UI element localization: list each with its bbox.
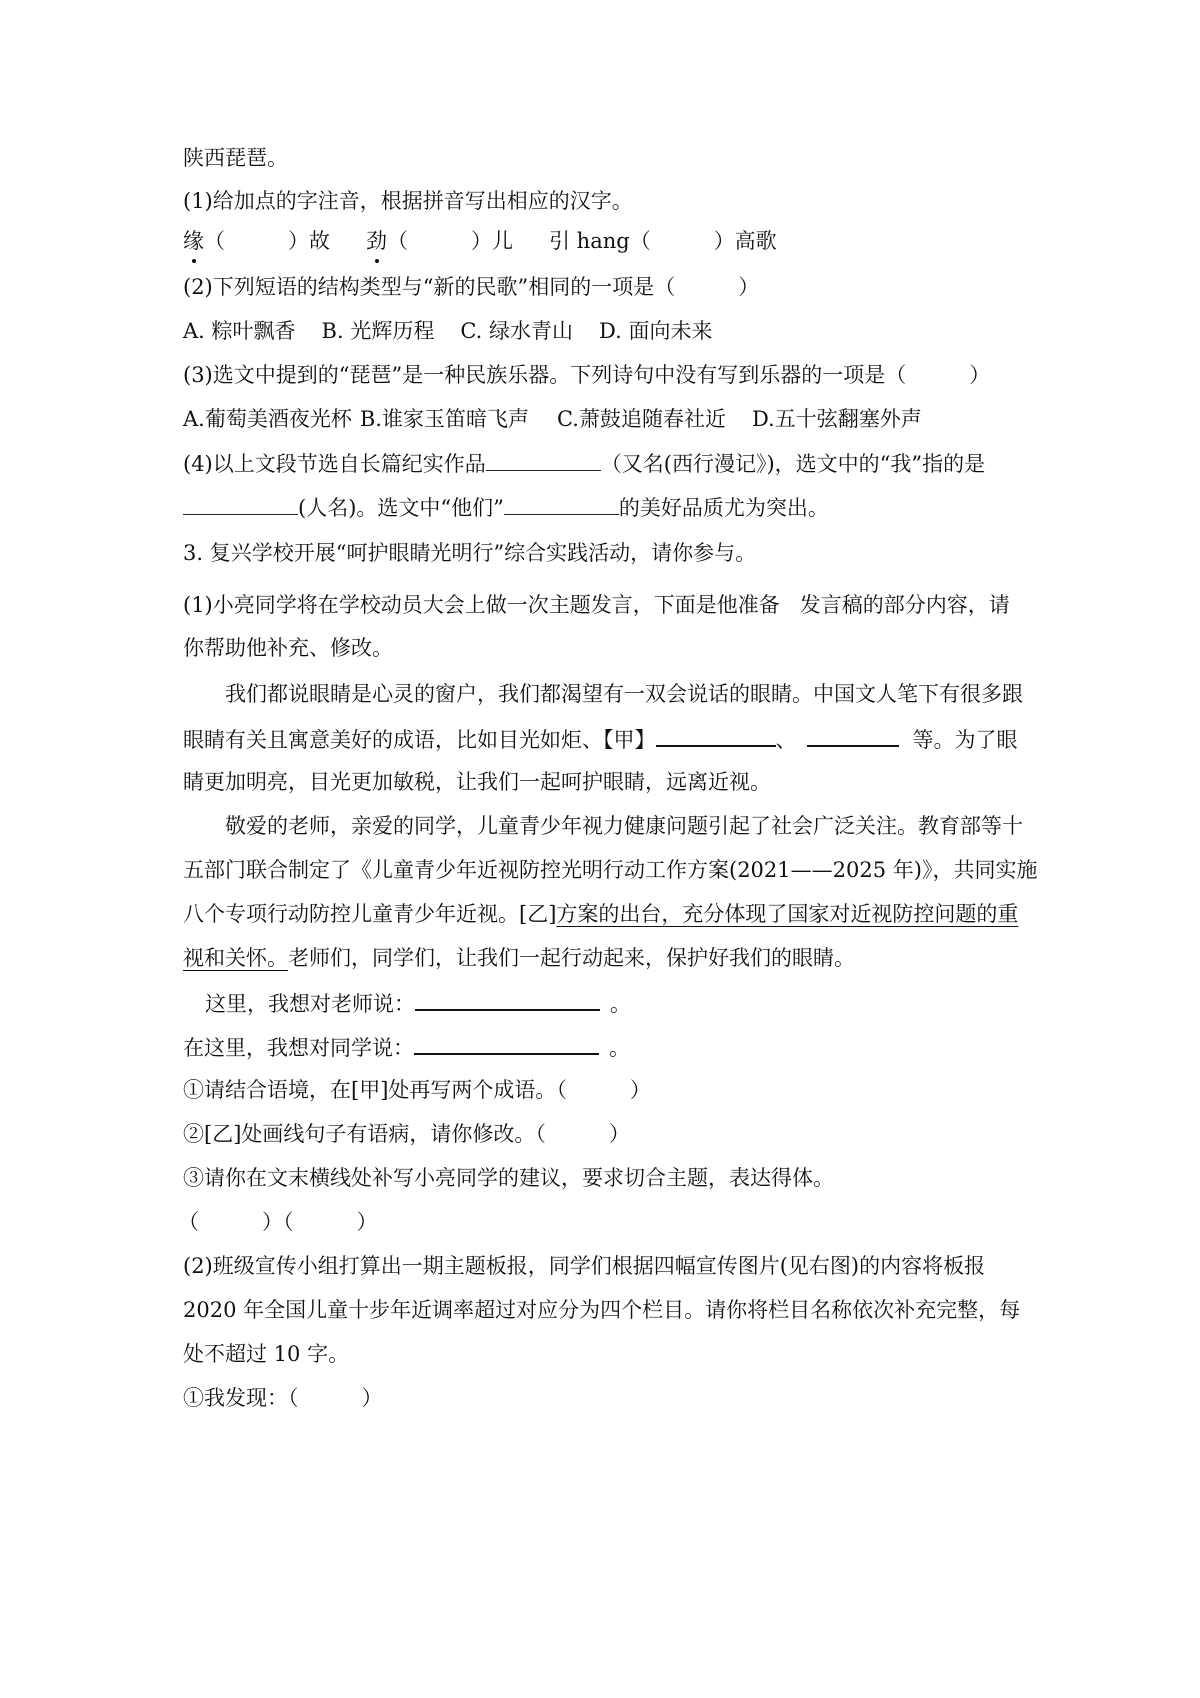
pinyin-blank-3: 引 hang（ ）高歌 (549, 229, 777, 253)
speech-paragraph-2-line-3: 八个专项行动防控儿童青少年近视。[乙]方案的出台，充分体现了国家对近视防控问题的重 (183, 902, 1019, 926)
suggestion-teacher: 这里，我想对老师说： 。 (205, 987, 631, 1019)
text-line: 陕西琵琶。 (183, 146, 288, 170)
question-3-prompt: (3)选文中提到的“琵琶”是一种民族乐器。下列诗句中没有写到乐器的一项是（ ） (183, 363, 991, 387)
dotted-char: 劲 (366, 226, 387, 256)
question-2-options (183, 316, 712, 346)
option-a: A. 粽叶飘香 (183, 319, 296, 343)
part-1-prompt-cont: 你帮助他补充、修改。 (183, 636, 393, 660)
option-d: D. 面向未来 (599, 319, 713, 343)
sub-question-3: ③请你在文末横线处补写小亮同学的建议，要求切合主题，表达得体。 (183, 1166, 834, 1190)
finding-1: ①我发现：（ ） (183, 1386, 383, 1410)
option-a: A.葡萄美酒夜光杯 (183, 407, 352, 431)
suggestion-classmates: 在这里，我想对同学说： 。 (183, 1031, 630, 1063)
option-d: D.五十弦翻塞外声 (751, 407, 922, 431)
classmate-suggestion-blank[interactable] (414, 1031, 599, 1055)
answer-blank[interactable] (504, 492, 619, 515)
part-2-prompt-line-3: 处不超过 10 字。 (183, 1342, 350, 1366)
part-2-prompt-line-2: 2020 年全国儿童十步年近调率超过对应分为四个栏目。请你将栏目名称依次补充完整，每 (183, 1298, 1021, 1322)
answer-blank[interactable] (183, 492, 298, 515)
pinyin-blank-2: （ ）儿 (387, 229, 513, 253)
speech-paragraph-1-line-3: 睛更加明亮，目光更加敏税，让我们一起呵护眼睛，远离近视。 (183, 770, 771, 794)
speech-paragraph-1-line-2: 眼睛有关且寓意美好的成语，比如目光如炬、【甲】 、 等。为了眼 (183, 723, 1018, 755)
question-1-prompt: (1)给加点的字注音，根据拼音写出相应的汉字。 (183, 189, 633, 213)
teacher-suggestion-blank[interactable] (415, 987, 600, 1011)
question-2-prompt: (2)下列短语的结构类型与“新的民歌”相同的一项是（ ） (183, 275, 760, 299)
speech-paragraph-1: 我们都说眼睛是心灵的窗户，我们都渴望有一双会说话的眼睛。中国文人笔下有很多跟 (225, 682, 1023, 706)
question-4-line-1: (4)以上文段节选自长篇纪实作品 （又名(西行漫记》)，选文中的“我”指的是 (183, 448, 985, 479)
answer-brackets: （ ）（ ） (178, 1210, 378, 1234)
question-3-options (183, 404, 922, 434)
option-c: C. 绿水青山 (460, 319, 573, 343)
dotted-char: 缘 (183, 226, 204, 256)
question-4-line-2: (人名)。选文中“他们” 的美好品质尤为突出。 (183, 492, 829, 523)
speech-paragraph-2-line-2: 五部门联合制定了《儿童青少年近视防控光明行动工作方案(2021——2025 年)》，共同实施 (183, 858, 1038, 882)
jia-blank-1[interactable] (656, 723, 776, 747)
answer-blank[interactable] (486, 448, 601, 471)
section-3-title: 3. 复兴学校开展“呵护眼睛光明行”综合实践活动，请你参与。 (183, 541, 757, 565)
speech-paragraph-2-line-4: 视和关怀。老师们，同学们，让我们一起行动起来，保护好我们的眼睛。 (183, 946, 855, 970)
option-b: B. 光辉历程 (321, 319, 435, 343)
sub-question-2: ②[乙]处画线句子有语病，请你修改。（ ） (183, 1122, 630, 1146)
pinyin-blank-1: （ ）故 (204, 229, 330, 253)
part-1-prompt: (1)小亮同学将在学校动员大会上做一次主题发言，下面是他准备 发言稿的部分内容，请 (183, 593, 1010, 617)
sub-question-1: ①请结合语境，在[甲]处再写两个成语。（ ） (183, 1078, 651, 1102)
yi-underlined-sentence-end: 视和关怀。 (183, 946, 288, 970)
yi-underlined-sentence: 方案的出台，充分体现了国家对近视防控问题的重 (556, 902, 1019, 926)
pinyin-items (183, 226, 777, 256)
jia-blank-2[interactable] (807, 723, 899, 747)
option-b: B.谁家玉笛暗飞声 (359, 407, 529, 431)
speech-paragraph-2: 敬爱的老师，亲爱的同学，儿童青少年视力健康问题引起了社会广泛关注。教育部等十 (225, 814, 1023, 838)
part-2-prompt: (2)班级宣传小组打算出一期主题板报，同学们根据四幅宣传图片(见右图)的内容将板报 (183, 1254, 986, 1278)
option-c: C.萧鼓追随春社近 (556, 407, 726, 431)
